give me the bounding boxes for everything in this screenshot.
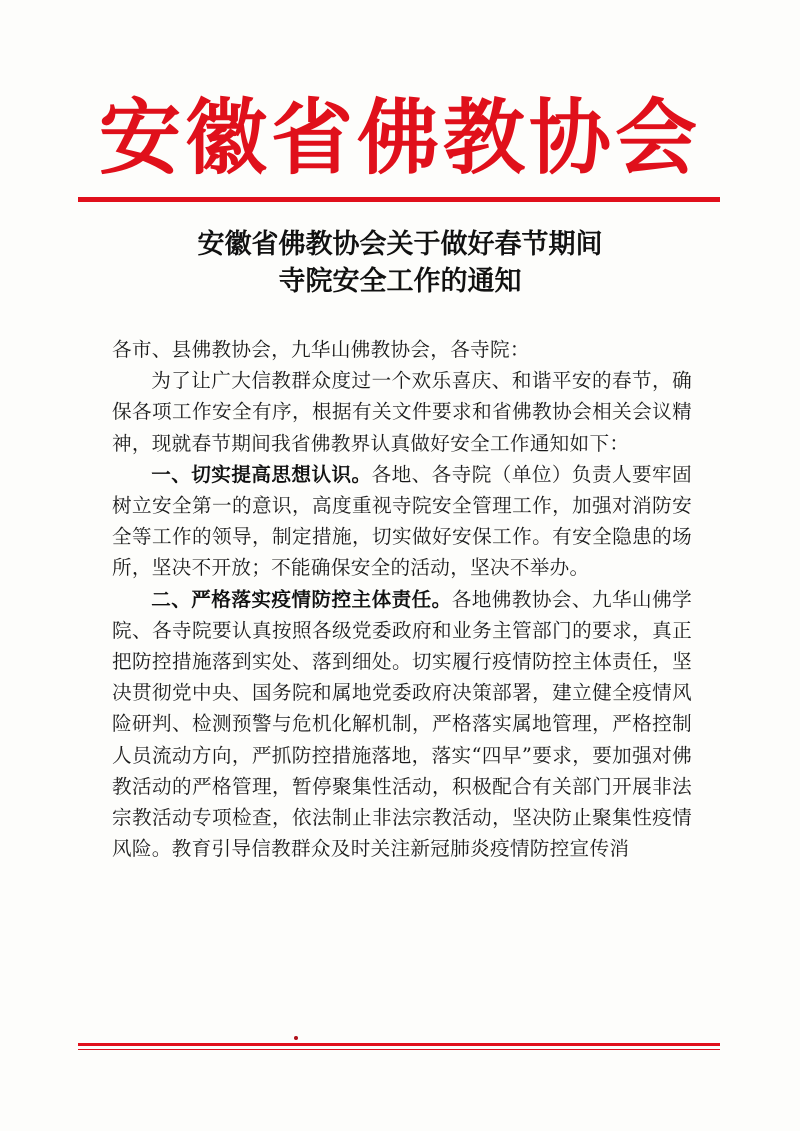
letterhead-red-rule: [78, 197, 720, 202]
section-1-paragraph: [112, 459, 692, 584]
document-body: [112, 334, 692, 864]
section-1-text: 各地、各寺院（单位）负责人要牢固树立安全第一的意识，高度重视寺院安全管理工作，加强对消防安全等工作的领导，制定措施，切实做好安保工作。有安全隐患的场所，坚决不开放；不能确保安全的活动，坚决不举办。: [112, 462, 692, 580]
title-line-1: 安徽省佛教协会关于做好春节期间: [197, 229, 603, 260]
center-mark: [294, 1036, 298, 1040]
section-1-heading: 一、切实提高思想认识。: [151, 462, 372, 486]
section-2-text: 各地佛教协会、九华山佛学院、各寺院要认真按照各级党委政府和业务主管部门的要求，真正把防控措施落到实处、落到细处。切实履行疫情防控主体责任，坚决贯彻党中央、国务院和属地党委政府决策部署，建立健全疫情风险研判、检测预警与危机化解机制，严格落实属地管理，严格控制人员流动方向，严抓防控措施落地，落实“四早”要求，要加强对佛教活动的严格管理，暂停聚集性活动，积极配合有关部门开展非法宗教活动专项检查，依法制止非法宗教活动，坚决防止聚集性疫情风险。教育引导信教群众及时关注新冠肺炎疫情防控宣传消: [112, 587, 692, 861]
document-title: [80, 226, 720, 300]
salutation: 各市、县佛教协会，九华山佛教协会，各寺院：: [112, 338, 530, 361]
footer-red-rule-thick: [78, 1043, 720, 1046]
letterhead-org-name: 安徽省佛教协会: [98, 90, 701, 186]
section-2-paragraph: [112, 584, 692, 865]
section-2-heading: 二、严格落实疫情防控主体责任。: [151, 587, 452, 611]
intro-paragraph: 为了让广大信教群众度过一个欢乐喜庆、和谐平安的春节，确保各项工作安全有序，根据有关文件要求和省佛教协会相关会议精神，现就春节期间我省佛教界认真做好安全工作通知如下：: [112, 369, 692, 455]
title-line-2: 寺院安全工作的通知: [278, 266, 522, 297]
footer-red-rule-thin: [78, 1049, 720, 1050]
